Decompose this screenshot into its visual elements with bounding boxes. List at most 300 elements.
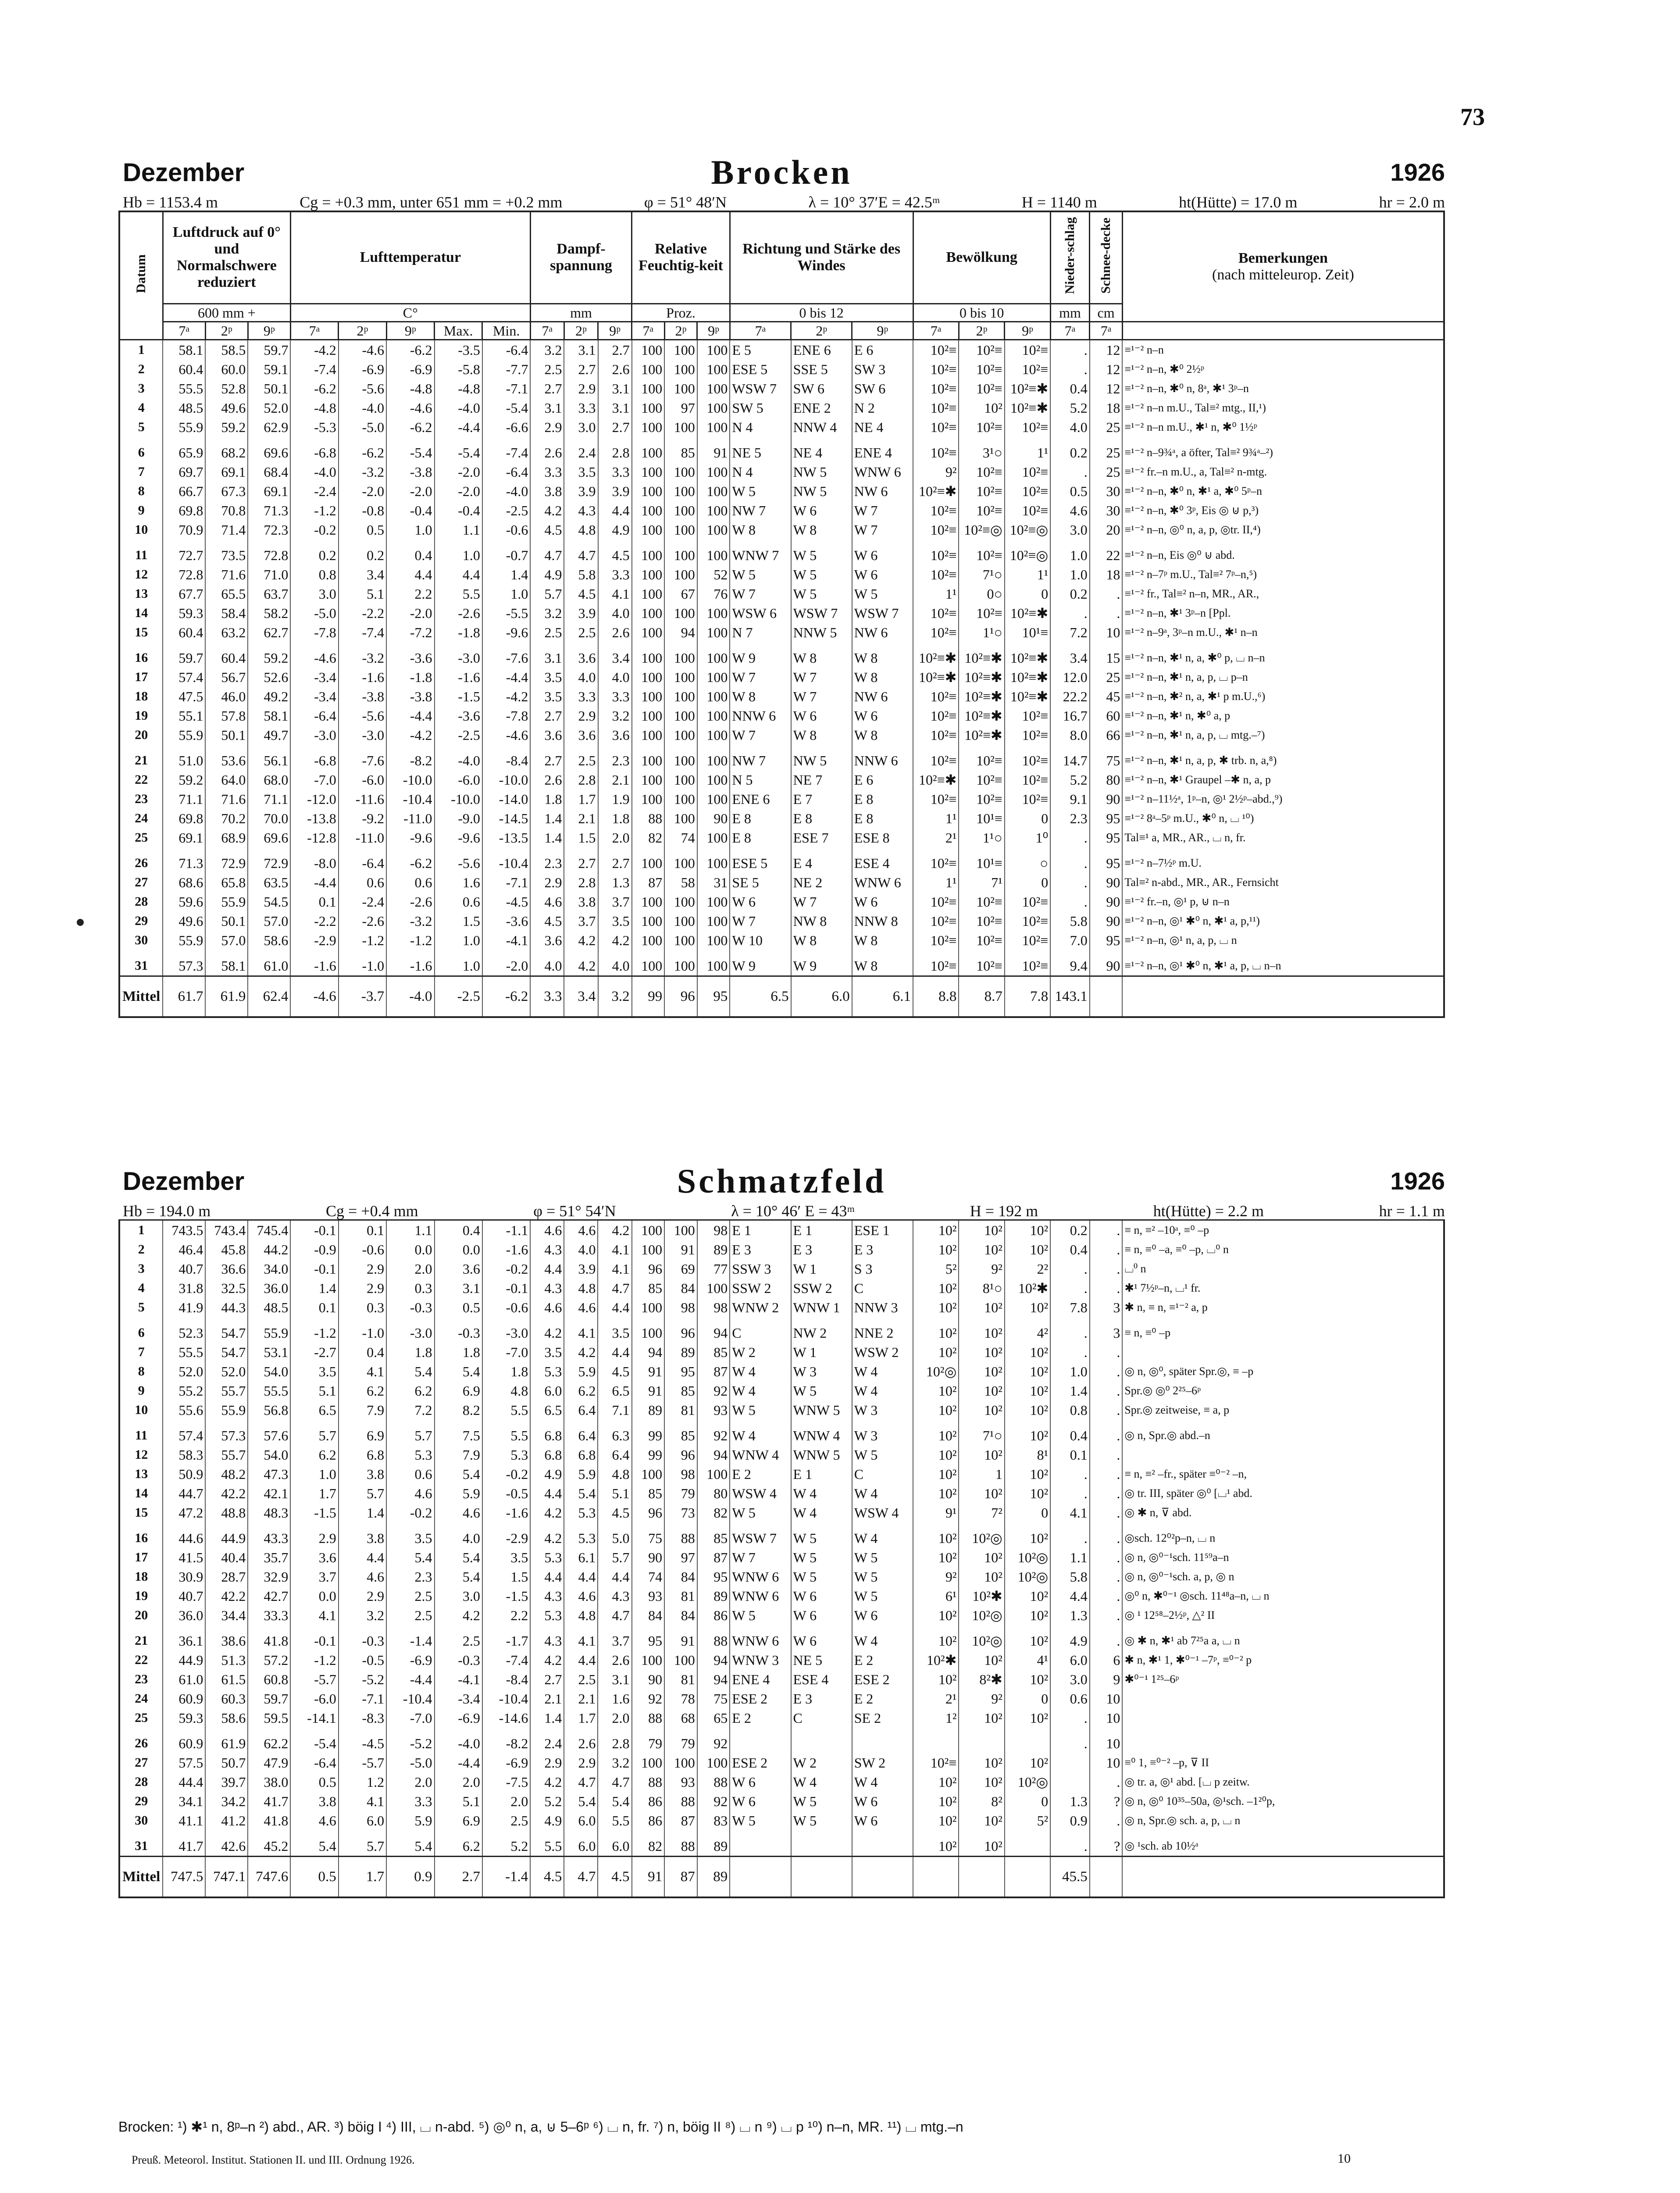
table-cell: 3.7 (290, 1567, 338, 1586)
table-cell: 0.4 (386, 546, 434, 565)
mean-cell: 1.7 (339, 1857, 386, 1898)
table-cell: 3 (1090, 1298, 1123, 1317)
table-cell: -12.8 (290, 828, 338, 847)
gap-cell (339, 950, 386, 956)
table-cell: 44.9 (205, 1529, 248, 1548)
table-cell: 100 (697, 751, 730, 770)
table-cell: 68.2 (205, 443, 248, 462)
table-cell: -4.6 (482, 725, 530, 745)
table-cell: 100 (697, 604, 730, 623)
remark-cell (1122, 1708, 1444, 1728)
gap-cell (730, 1830, 791, 1836)
table-cell: 42.6 (205, 1836, 248, 1857)
gap-cell (163, 1830, 205, 1836)
table-cell: 100 (697, 360, 730, 379)
table-cell: 3.1 (598, 1670, 631, 1689)
gap-cell (290, 642, 338, 648)
table-cell (1005, 1836, 1050, 1857)
table-cell: 5.7 (339, 1484, 386, 1503)
table-cell: 55.9 (163, 418, 205, 437)
table-cell: 20 (1090, 520, 1123, 539)
table-cell: -4.2 (482, 687, 530, 706)
table-cell: 10²≡ (959, 482, 1004, 501)
table-cell: 0.5 (290, 1772, 338, 1792)
table-cell: 100 (697, 1464, 730, 1484)
table-cell: 100 (697, 379, 730, 398)
table-cell: 55.5 (248, 1381, 290, 1400)
table-cell: 4.0 (530, 956, 564, 976)
table-cell: 4.9 (598, 520, 632, 539)
table-cell: 6.4 (564, 1400, 598, 1420)
table-cell: 93 (664, 1772, 697, 1792)
gap-cell (482, 642, 530, 648)
row-gap (119, 1625, 1444, 1631)
table-cell: -4.0 (435, 751, 482, 770)
table-cell: 57.3 (205, 1426, 248, 1445)
table-cell: 5.8 (1050, 1567, 1090, 1586)
table-cell: 55.1 (163, 706, 205, 725)
table-cell: 79 (632, 1734, 665, 1753)
table-cell: 2.0 (598, 828, 632, 847)
table-cell: 10² (1005, 1240, 1050, 1259)
gap-cell (1050, 1420, 1090, 1426)
table-cell: 43.3 (248, 1529, 290, 1548)
table-cell: -5.6 (339, 379, 386, 398)
page-number: 73 (1460, 104, 1485, 131)
table-cell: 4.2 (564, 1343, 598, 1362)
table-cell: 3.1 (598, 379, 632, 398)
gap-cell (697, 1728, 730, 1734)
table-cell: 9² (959, 1689, 1004, 1708)
table-cell: 100 (632, 956, 665, 976)
table-cell: 45.2 (248, 1836, 290, 1857)
gap-cell (339, 1830, 386, 1836)
gap-cell (598, 1317, 631, 1323)
table-cell: 5.4 (386, 1836, 434, 1857)
day-cell: 19 (119, 706, 163, 725)
table-cell: 10² (959, 1400, 1004, 1420)
table-cell: 10² (913, 1464, 959, 1484)
table-cell: 4.4 (1050, 1586, 1090, 1606)
table-cell: -0.4 (435, 501, 482, 520)
remark-cell: ◎ n, Spr.◎ abd.–n (1122, 1426, 1444, 1445)
table-cell: 10²≡ (1005, 725, 1050, 745)
table-cell: . (1050, 1343, 1090, 1362)
table-cell: SW 6 (791, 379, 852, 398)
gap-cell (1050, 539, 1090, 546)
table-cell: 25 (1090, 462, 1123, 482)
table-cell: WNW 1 (791, 1298, 852, 1317)
gap-cell (697, 1420, 730, 1426)
table-cell: 41.7 (163, 1836, 205, 1857)
mean-cell: 3.4 (564, 976, 598, 1017)
day-cell: 24 (119, 809, 163, 828)
hdr-7a: 7ᵃ (1050, 321, 1090, 339)
mean-cell: 6.5 (730, 976, 791, 1017)
col-temperatur: Lufttemperatur (290, 211, 530, 304)
table-cell: 2.7 (530, 1670, 564, 1689)
remark-cell (1122, 1689, 1444, 1708)
table-cell: WNW 7 (730, 546, 791, 565)
table-cell: NE 7 (791, 770, 852, 789)
table-cell: 0.5 (435, 1298, 482, 1317)
gap-cell (339, 847, 386, 854)
table-cell: 10² (1005, 1484, 1050, 1503)
table-cell: 4.7 (530, 546, 564, 565)
table-cell: W 4 (730, 1426, 791, 1445)
gap-cell (598, 1420, 631, 1426)
table-cell: 100 (632, 339, 665, 360)
table-cell: 65 (697, 1708, 730, 1728)
table-cell: 745.4 (248, 1220, 290, 1240)
table-cell: W 7 (730, 668, 791, 687)
table-cell: 3.2 (530, 604, 564, 623)
table-cell: 98 (697, 1220, 730, 1240)
table-cell: 4.5 (564, 584, 598, 604)
table-cell: 0.4 (1050, 1240, 1090, 1259)
day-cell: 16 (119, 1529, 163, 1548)
table-cell: 3.8 (564, 892, 598, 911)
table-cell: 68 (664, 1708, 697, 1728)
table-row (119, 1753, 1444, 1772)
station-meta-item: φ = 51° 48′N (644, 193, 727, 211)
gap-cell (482, 437, 530, 443)
gap-cell (482, 745, 530, 751)
table-cell: 51.3 (205, 1650, 248, 1670)
table-cell: 60.0 (205, 360, 248, 379)
gap-cell (1005, 1420, 1050, 1426)
table-cell: 95 (1090, 809, 1123, 828)
table-row (119, 1464, 1444, 1484)
gap-cell (1005, 642, 1050, 648)
gap-cell (482, 1420, 530, 1426)
gap-cell (664, 745, 697, 751)
table-cell: 10² (913, 1240, 959, 1259)
table-cell: 58.5 (205, 339, 248, 360)
table-cell: 100 (664, 956, 697, 976)
table-cell: 62.9 (248, 418, 290, 437)
gap-cell (205, 1522, 248, 1529)
table-row (119, 770, 1444, 789)
table-row (119, 623, 1444, 642)
table-cell: -3.4 (435, 1689, 482, 1708)
day-cell: 25 (119, 828, 163, 847)
table-cell: W 5 (852, 1586, 913, 1606)
table-cell: 4.2 (530, 1503, 564, 1522)
remark-cell: ◎ n, Spr.◎ sch. a, p, ⌴ n (1122, 1811, 1444, 1830)
table-cell: 3.0 (564, 418, 598, 437)
gap-cell (1122, 745, 1444, 751)
remark-cell: ≡¹⁻² n–n, ✱¹ n, a, ✱⁰ p, ⌴ n–n (1122, 648, 1444, 668)
table-cell: 96 (632, 1259, 665, 1279)
table-cell: WNW 6 (852, 873, 913, 892)
table-cell: 68.9 (205, 828, 248, 847)
table-cell: 10² (913, 1381, 959, 1400)
mean-cell: 8.8 (913, 976, 959, 1017)
table-cell: 4.9 (1050, 1631, 1090, 1650)
table-cell: 89 (697, 1586, 730, 1606)
gap-cell (791, 950, 852, 956)
table-cell: 100 (697, 339, 730, 360)
table-cell: 3.5 (290, 1362, 338, 1381)
table-cell: ESE 5 (730, 854, 791, 873)
day-cell: 28 (119, 1772, 163, 1792)
table-cell: 16.7 (1050, 706, 1090, 725)
table-cell: 100 (697, 501, 730, 520)
day-cell: 13 (119, 1464, 163, 1484)
table-cell: 94 (664, 623, 697, 642)
table-cell: 100 (632, 462, 665, 482)
table-cell: 100 (632, 1464, 665, 1484)
table-cell: 10² (1005, 1343, 1050, 1362)
table-cell: 0.4 (339, 1343, 386, 1362)
table-cell: 100 (697, 398, 730, 418)
hdr-9p: 9ᵖ (598, 321, 632, 339)
gap-cell (1005, 745, 1050, 751)
table-cell: 2.7 (530, 751, 564, 770)
hdr-2p: 2ᵖ (205, 321, 248, 339)
publisher-line: Preuß. Meteorol. Institut. Stationen II. und III. Ordnung 1926. (132, 2154, 415, 2166)
table-cell: 1.8 (386, 1343, 434, 1362)
table-cell: 32.9 (248, 1567, 290, 1586)
table-cell: 58.6 (248, 931, 290, 950)
table-cell: 59.7 (248, 339, 290, 360)
table-row (119, 339, 1444, 360)
table-cell (791, 1836, 852, 1857)
table-cell: 4.5 (598, 546, 632, 565)
gap-cell (564, 745, 598, 751)
table-cell: 2.7 (530, 379, 564, 398)
gap-cell (1050, 1830, 1090, 1836)
table-cell: 2.1 (564, 1689, 598, 1708)
table-row (119, 565, 1444, 584)
remark-cell: ≡¹⁻² n–n, ✱¹ n, ✱⁰ a, p (1122, 706, 1444, 725)
table-cell: -5.4 (290, 1734, 338, 1753)
table-cell: 2.5 (564, 751, 598, 770)
day-cell: 12 (119, 565, 163, 584)
table-cell: WSW 4 (730, 1484, 791, 1503)
table-cell: 10²≡ (1005, 751, 1050, 770)
remark-cell: ≡¹⁻² n–11½ᵃ, 1ᵖ–n, ◎¹ 2½ᵖ–abd.,⁹) (1122, 789, 1444, 809)
table-cell: -2.0 (386, 482, 434, 501)
gap-cell (791, 1830, 852, 1836)
table-cell: 63.2 (205, 623, 248, 642)
table-cell: 34.0 (248, 1259, 290, 1279)
table-cell: 10 (1090, 1753, 1123, 1772)
table-cell: 10²≡ (959, 789, 1004, 809)
table-cell: 2.0 (435, 1772, 482, 1792)
gap-cell (435, 847, 482, 854)
table-cell: 100 (697, 789, 730, 809)
remark-cell: Spr.◎ zeitweise, ≡ a, p (1122, 1400, 1444, 1420)
table-cell: -1.6 (339, 668, 386, 687)
table-cell: 1 (959, 1464, 1004, 1484)
table-cell: 83 (697, 1811, 730, 1830)
table-cell: -6.4 (482, 462, 530, 482)
table-cell: 72.9 (248, 854, 290, 873)
table-cell: 4.6 (1050, 501, 1090, 520)
table-cell: -9.0 (435, 809, 482, 828)
remark-cell: ≡¹⁻² n–7ᵖ m.U., Tal≡² 7ᵖ–n,⁵) (1122, 565, 1444, 584)
table-cell: -3.8 (339, 687, 386, 706)
schmatzfeld-header (118, 1162, 1445, 1220)
table-cell: 5.3 (386, 1445, 434, 1464)
table-cell: 6 (1090, 1650, 1123, 1670)
table-cell: W 6 (791, 706, 852, 725)
table-cell: 96 (632, 1503, 665, 1522)
table-cell: E 3 (791, 1689, 852, 1708)
table-cell: 3.8 (290, 1792, 338, 1811)
table-cell: E 1 (791, 1220, 852, 1240)
table-cell: W 4 (730, 1362, 791, 1381)
day-cell: 9 (119, 501, 163, 520)
table-cell: 86 (697, 1606, 730, 1625)
table-cell: -0.6 (482, 1298, 530, 1317)
table-cell: 1.6 (435, 873, 482, 892)
table-cell: 6.5 (598, 1381, 631, 1400)
table-cell: . (1090, 1631, 1123, 1650)
remark-cell: ≡¹⁻² n–n, ✱¹ n, a, p, ⌴ mtg.–⁷) (1122, 725, 1444, 745)
table-cell: -4.4 (435, 418, 482, 437)
table-cell: 84 (664, 1606, 697, 1625)
remark-cell: ≡¹⁻² n–n, ✱¹ 3ᵖ–n [Ppl. (1122, 604, 1444, 623)
gap-cell (852, 539, 913, 546)
mean-cell: -4.0 (386, 976, 434, 1017)
table-cell: 5.1 (435, 1792, 482, 1811)
table-cell: -1.5 (435, 687, 482, 706)
col-bemerkungen: Bemerkungen (nach mitteleurop. Zeit) (1122, 211, 1444, 321)
unit-dampf: mm (530, 304, 631, 321)
table-cell: -2.0 (386, 604, 434, 623)
table-cell: WSW 4 (852, 1503, 913, 1522)
table-cell: 5.3 (530, 1548, 564, 1567)
table-cell: 70.9 (163, 520, 205, 539)
table-cell: 93 (632, 1586, 665, 1606)
table-cell: 5.9 (564, 1362, 598, 1381)
table-cell: W 6 (791, 1586, 852, 1606)
table-cell: 2.9 (564, 1753, 598, 1772)
day-cell: 27 (119, 873, 163, 892)
table-cell: 10² (959, 1708, 1004, 1728)
gap-cell (386, 1522, 434, 1529)
table-cell: NNW 6 (852, 751, 913, 770)
table-row (119, 462, 1444, 482)
table-cell: 10²≡ (913, 956, 959, 976)
row-gap (119, 1522, 1444, 1529)
table-cell: W 8 (730, 687, 791, 706)
table-cell: E 6 (852, 770, 913, 789)
table-cell: W 6 (852, 1792, 913, 1811)
table-cell: -4.2 (386, 725, 434, 745)
day-cell: 18 (119, 687, 163, 706)
gap-cell (730, 745, 791, 751)
gap-cell (1122, 1522, 1444, 1529)
table-cell: 100 (664, 462, 697, 482)
day-cell: 11 (119, 546, 163, 565)
remark-cell: ◎ ¹ 12⁵⁸–2½ᵖ, △² II (1122, 1606, 1444, 1625)
table-cell: -13.8 (290, 809, 338, 828)
table-cell: 1¹ (913, 809, 959, 828)
table-cell: 44.3 (205, 1298, 248, 1317)
table-cell: -7.4 (482, 1650, 530, 1670)
table-cell: 91 (632, 1362, 665, 1381)
gap-cell (248, 539, 290, 546)
table-cell: 10¹≡ (959, 809, 1004, 828)
table-cell: SSW 2 (730, 1279, 791, 1298)
table-cell: 4.4 (564, 1650, 598, 1670)
table-cell: 55.7 (205, 1445, 248, 1464)
table-cell: 5.4 (435, 1464, 482, 1484)
table-cell: 6.5 (290, 1400, 338, 1420)
table-cell: 45 (1090, 687, 1123, 706)
day-cell: 14 (119, 1484, 163, 1503)
table-cell: . (1090, 1529, 1123, 1548)
gap-cell (664, 1317, 697, 1323)
table-cell: 59.6 (163, 892, 205, 911)
gap-cell (730, 1522, 791, 1529)
col-luftdruck: Luftdruck auf 0° und Normalschwere reduziert (163, 211, 290, 304)
table-cell: W 7 (730, 584, 791, 604)
table-cell: 67 (664, 584, 697, 604)
gap-cell (205, 1625, 248, 1631)
table-cell: 70.2 (205, 809, 248, 828)
gap-cell (119, 1420, 163, 1426)
gap-cell (852, 1522, 913, 1529)
table-cell: -4.4 (386, 706, 434, 725)
gap-cell (913, 1625, 959, 1631)
table-cell: W 6 (791, 501, 852, 520)
day-cell: 2 (119, 360, 163, 379)
row-gap (119, 1317, 1444, 1323)
table-cell: 100 (697, 623, 730, 642)
table-cell: W 9 (791, 956, 852, 976)
gap-cell (1090, 1317, 1123, 1323)
table-cell: 4.6 (530, 892, 564, 911)
remark-cell: ≡¹⁻² n–n (1122, 339, 1444, 360)
table-cell: 2.5 (435, 1631, 482, 1650)
gap-cell (959, 1317, 1004, 1323)
gap-cell (386, 437, 434, 443)
unit-luftdruck: 600 mm + (163, 304, 290, 321)
table-cell: 100 (632, 1650, 665, 1670)
table-cell: 48.5 (163, 398, 205, 418)
gap-cell (1122, 1420, 1444, 1426)
table-cell: 66.7 (163, 482, 205, 501)
gap-cell (163, 1420, 205, 1426)
table-cell: N 7 (730, 623, 791, 642)
table-cell: 0.8 (290, 565, 338, 584)
gap-cell (959, 950, 1004, 956)
table-cell: 69 (664, 1259, 697, 1279)
table-cell: 93 (697, 1400, 730, 1420)
table-cell: 95 (1090, 931, 1123, 950)
table-cell: 10²≡ (959, 931, 1004, 950)
table-cell: 10² (1005, 1753, 1050, 1772)
table-cell: 30 (1090, 501, 1123, 520)
schmatzfeld-section (118, 1162, 1445, 1898)
mean-row (119, 1857, 1444, 1898)
table-cell: 10²≡✱ (913, 668, 959, 687)
table-cell: WNW 2 (730, 1298, 791, 1317)
table-cell: 7¹○ (959, 565, 1004, 584)
gap-cell (564, 1830, 598, 1836)
table-cell: 55.7 (205, 1381, 248, 1400)
mean-cell: 45.5 (1050, 1857, 1090, 1898)
unit-temp: C° (290, 304, 530, 321)
remark-cell: ≡¹⁻² n–n, ◎⁰ n, a, p, ◎tr. II,⁴) (1122, 520, 1444, 539)
table-cell: -7.1 (339, 1689, 386, 1708)
table-cell: 10² (913, 1279, 959, 1298)
